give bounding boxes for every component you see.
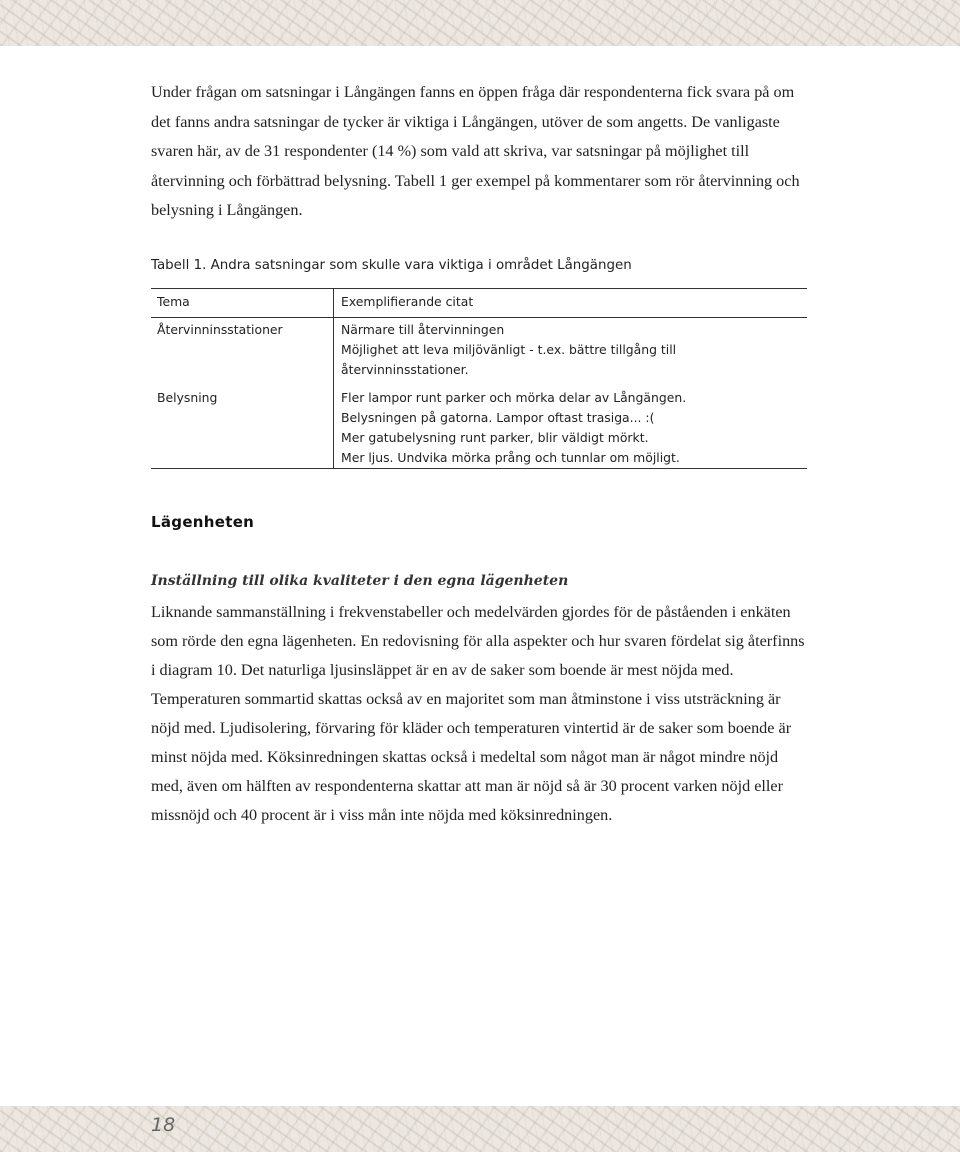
section-heading: Lägenheten	[151, 513, 255, 531]
sub-heading: Inställning till olika kvaliteter i den egna lägenheten	[151, 573, 569, 589]
table-caption: Tabell 1. Andra satsningar som skulle vara viktiga i området Långängen	[151, 258, 632, 273]
quote-table	[151, 288, 807, 469]
quote-line: Mer ljus. Undvika mörka prång och tunnlar om möjligt.	[341, 450, 680, 465]
table-row	[151, 386, 807, 469]
quote-line: Mer gatubelysning runt parker, blir väldigt mörkt.	[341, 430, 649, 445]
intro-paragraph: Under frågan om satsningar i Långängen fanns en öppen fråga där respondenterna fick svara på om det fanns andra satsningar de tycker är viktiga i Långängen, utöver de som angetts. De vanligaste svaren här, av de 31 respondenter (14 %) som vald att skriva, var satsningar på möjlighet till återvinning och förbättrad belysning. Tabell 1 ger exempel på kommentarer som rör återvinning och belysning i Långängen.	[151, 83, 800, 220]
decorative-header-band	[0, 0, 960, 46]
table-cell-theme: Återvinninsstationer	[157, 322, 283, 337]
quote-line: Belysningen på gatorna. Lampor oftast trasiga... :(	[341, 410, 655, 425]
quote-line: Möjlighet att leva miljövänligt - t.ex. bättre tillgång till återvinninsstationer.	[341, 342, 677, 377]
page-number: 18	[151, 1114, 176, 1136]
decorative-footer-band	[0, 1106, 960, 1152]
section-paragraph: Liknande sammanställning i frekvenstabeller och medelvärden gjordes för de påståenden i enkäten som rörde den egna lägenheten. En redovisning för alla aspekter och hur svaren fördelat sig återfinns i diagram 10. Det naturliga ljusinsläppet är en av de saker som boende är mest nöjda med. Temperaturen sommartid skattas också av en majoritet som man åtminstone i viss utsträckning är nöjd med. Ljudisolering, förvaring för kläder och temperaturen vintertid är de saker som boende är minst nöjda med. Köksinredningen skattas också i medeltal som något man är något mindre nöjd med, även om hälften av respondenterna skattar att man är nöjd så är 30 procent varken nöjd eller missnöjd och 40 procent är i viss mån inte nöjda med köksinredningen.	[151, 603, 805, 824]
table-cell-quotes	[334, 386, 808, 469]
table-header-row	[151, 289, 807, 318]
quote-line: Närmare till återvinningen	[341, 322, 505, 337]
table-row	[151, 318, 807, 387]
table-header-theme: Tema	[157, 294, 190, 309]
quote-line: Fler lampor runt parker och mörka delar av Långängen.	[341, 390, 687, 405]
table-cell-theme: Belysning	[157, 390, 218, 405]
table-header-quote: Exemplifierande citat	[334, 289, 808, 318]
table-cell-quotes	[334, 318, 808, 387]
